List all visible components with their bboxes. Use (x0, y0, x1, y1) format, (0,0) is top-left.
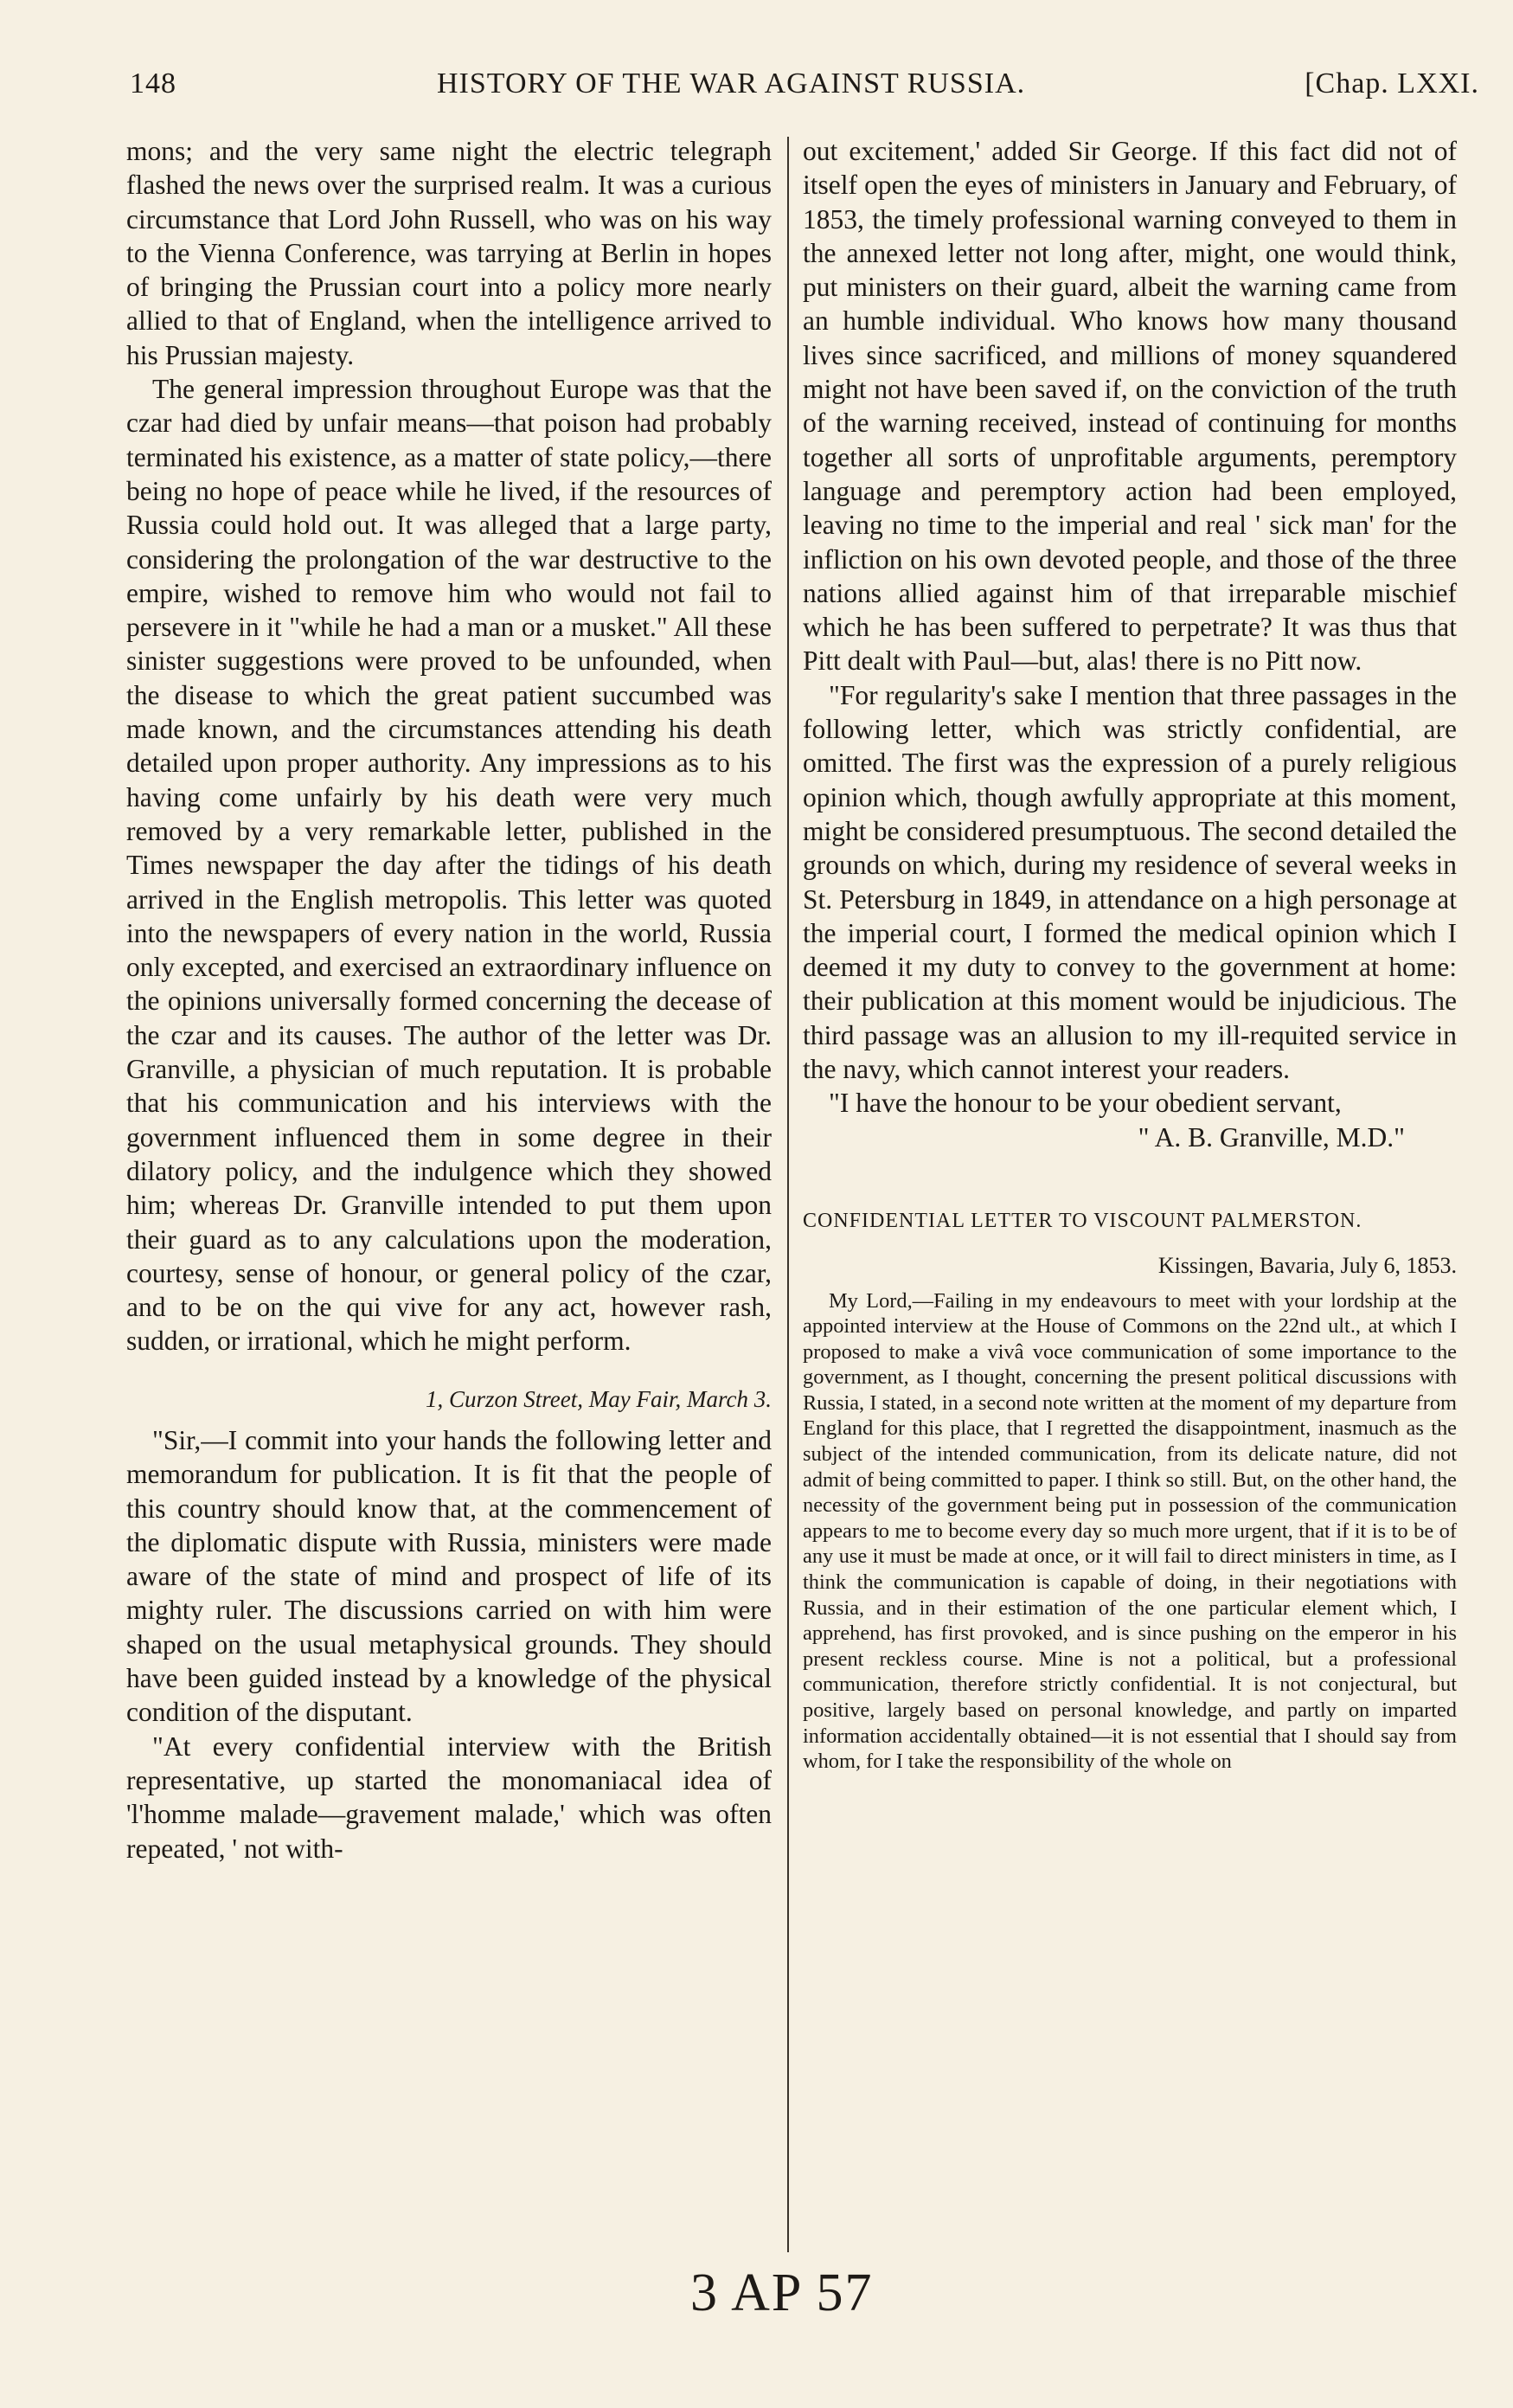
page-header (130, 61, 1479, 112)
right-paragraph-1: out excitement,' added Sir George. If this fact did not of itself open the eyes of ministers in January and February, of 1853, the timely professional warning conveyed to them in the annexed letter not long after, might, one would think, put ministers on their guard, albeit the warning came from an humble individual. Who knows how many thousand lives since sacrificed, and millions of money squandered might not have been saved if, on the conviction of the truth of the warning received, instead of continuing for months together all sorts of unprofitable arguments, peremptory language and peremptory action had been employed, leaving no time to the imperial and real ' sick man' for the infliction on his own devoted people, and those of the three nations allied against him of that irreparable mischief which he has been suffered to perpetrate? It was thus that Pitt dealt with Paul—but, alas! there is no Pitt now. (803, 136, 1457, 677)
right-column (803, 134, 1457, 1775)
page-number: 148 (130, 67, 176, 100)
left-paragraph-2: The general impression throughout Europe was that the czar had died by unfair means—that poison had probably terminated his existence, as a matter of state policy,—there being no hope of peace while he lived, if the resources of Russia could hold out. It was alleged that a large party, considering the prolongation of the war destructive to the empire, wished to remove him who would not fail to persevere in it "while he had a man or a musket." All these sinister suggestions were proved to be unfounded, when the disease to which the great patient succumbed was made known, and the circumstances attending his death detailed upon proper authority. Any impressions as to his having come unfairly by his death were very much removed by a very remarkable letter, published in the Times newspaper the day after the tidings of his death arrived in the English metropolis. This letter was quoted into the newspapers of every nation in the world, Russia only excepted, and exercised an extraordinary influence on the opinions universally formed concerning the decease of the czar and its causes. The author of the letter was Dr. Granville, a physician of much reputation. It is probable that his communication and his interviews with the government influenced them in some degree in their dilatory policy, and the indulgence which they showed him; whereas Dr. Granville intended to put them upon their guard as to any calculations upon the moderation, courtesy, sense of honour, or general policy of the czar, and to be on the qui vive for any act, however rash, sudden, or irrational, which he might perform. (126, 374, 772, 1357)
signature-mark: 3 AP 57 (690, 2264, 874, 2322)
confidential-letter-body: My Lord,—Failing in my endeavours to meet with your lordship at the appointed interview at the House of Commons on the 22nd ult., at which I proposed to make a vivâ voce communication of some importance to the government, as I thought, concerning the present political discussions with Russia, I stated, in a second note written at the moment of my departure from England for this place, that I regretted the disappointment, inasmuch as the subject of the intended communication, from its delicate nature, did not admit of being committed to paper. I think so still. But, on the other hand, the necessity of the government being put in possession of the communication appears to me to become every day so much more urgent, that if it is to be of any use it must be made at once, or it will fail to direct ministers in time, as I think the communication is capable of doing, in their negotiations with Russia, and in their estimation of the one particular element which, I apprehend, has first provoked, and is since pushing on the emperor in his present reckless course. Mine is not a political, but a professional communication, therefore strictly confidential. It is not conjectural, but positive, largely based on personal knowledge, and partly on imparted information accidentally obtained—it is not essential that I should say from whom, for I take the responsibility of the whole on (803, 1288, 1457, 1774)
chapter-reference: [Chap. LXXI. (1305, 67, 1479, 100)
left-paragraph-1: mons; and the very same night the electric telegraph flashed the news over the surprised realm. It was a curious circumstance that Lord John Russell, who was on his way to the Vienna Conference, was tarrying at Berlin in hopes of bringing the Prussian court into a policy more nearly allied to that of England, when the intelligence arrived to his Prussian majesty. (126, 136, 772, 370)
left-paragraph-3: "Sir,—I commit into your hands the following letter and memorandum for publication. It is fit that the people of this country should know that, at the commencement of the diplomatic dispute with Russia, ministers were made aware of the state of mind and prospect of life of its mighty ruler. The discussions carried on with him were shaped on the usual metaphysical grounds. They should have been guided instead by a knowledge of the physical condition of the disputant. (126, 1424, 772, 1728)
right-paragraph-3: "I have the honour to be your obedient servant, (829, 1088, 1342, 1119)
running-title: HISTORY OF THE WAR AGAINST RUSSIA. (437, 67, 1026, 100)
column-divider (787, 137, 789, 2252)
left-paragraph-4: "At every confidential interview with the British representative, up started the monomaniacal idea of 'l'homme malade—gravement malade,' which was often repeated, ' not with- (126, 1731, 772, 1864)
letter-address: 1, Curzon Street, May Fair, March 3. (426, 1385, 772, 1412)
left-column (126, 134, 772, 1865)
confidential-letter-place: Kissingen, Bavaria, July 6, 1853. (1157, 1253, 1457, 1279)
confidential-letter-title: CONFIDENTIAL LETTER TO VISCOUNT PALMERSTON. (803, 1209, 1362, 1232)
letter-signature: " A. B. Granville, M.D." (1138, 1121, 1405, 1153)
right-paragraph-2: "For regularity's sake I mention that three passages in the following letter, which was strictly confidential, are omitted. The first was the expression of a purely religious opinion which, though awfully appropriate at this moment, might be considered presumptuous. The second detailed the grounds on which, during my residence of several weeks in St. Petersburg in 1849, in attendance on a high personage at the imperial court, I formed the medical opinion which I deemed it my duty to convey to the government at home: their publication at this moment would be injudicious. The third passage was an allusion to my ill-requited service in the navy, which cannot interest your readers. (803, 679, 1457, 1085)
